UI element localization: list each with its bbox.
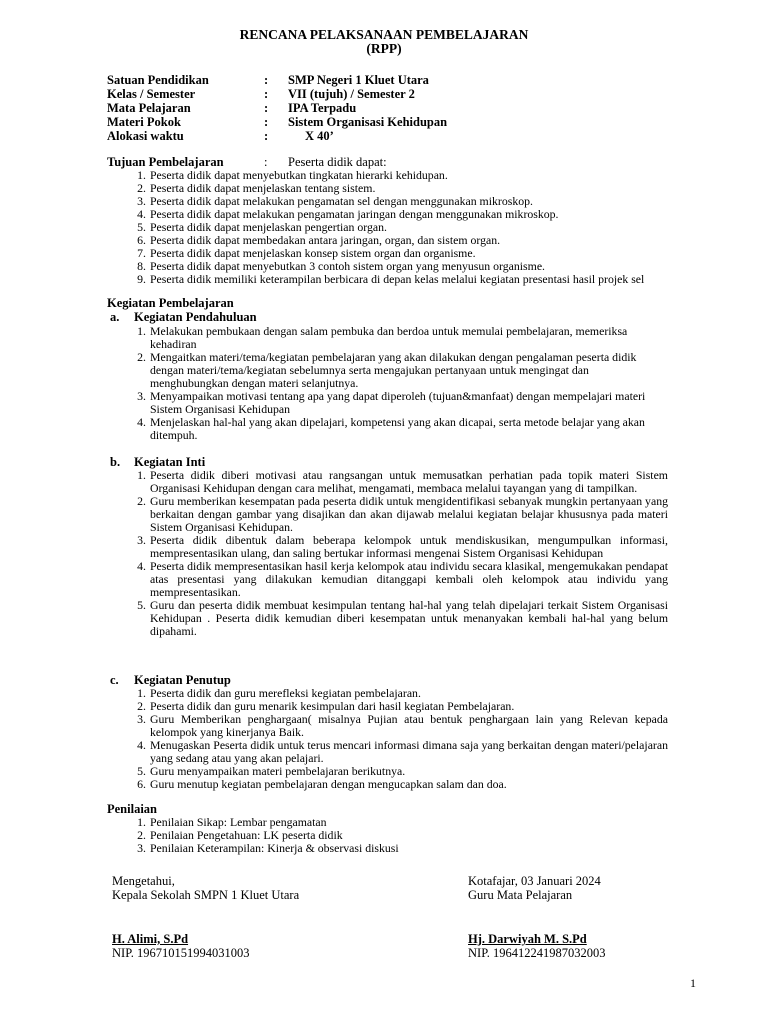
kegiatan-heading: Kegiatan Pembelajaran (107, 296, 234, 310)
list-item: 5. Guru menyampaikan materi pembelajaran berikutnya. (137, 764, 406, 778)
identity-label: Kelas / Semester (107, 87, 196, 101)
identity-value: SMP Negeri 1 Kluet Utara (288, 73, 429, 87)
identity-label: Mata Pelajaran (107, 101, 191, 115)
signature-left-line1: Mengetahui, (112, 874, 175, 888)
list-item: 7. Peserta didik dapat menjelaskan konsep sistem organ dan organisme. (137, 246, 476, 260)
penilaian-list (128, 816, 668, 855)
list-item: 1. Peserta didik diberi motivasi atau rangsangan untuk memusatkan perhatian pada topik materi Sistem Organisasi Kehidupan dengan cara melihat, mengamati, membaca melalui tayangan yang di tampilkan. (137, 468, 668, 495)
page-number: 1 (690, 976, 696, 990)
list-item: 5. Guru dan peserta didik membuat kesimpulan tentang hal-hal yang telah dipelajari terkait Sistem Organisasi Kehidupan . Peserta didik kemudian diberi kesempatan untuk menanyakan kembali hal-hal yang belum dipahami. (137, 598, 668, 638)
signature-right-nip: NIP. 196412241987032003 (468, 946, 606, 960)
signature-left (112, 874, 299, 902)
inti-heading: b. Kegiatan Inti (110, 455, 206, 469)
list-item: 2. Peserta didik dapat menjelaskan tentang sistem. (137, 181, 376, 195)
identity-colon: : (264, 129, 269, 143)
identity-value: IPA Terpadu (288, 101, 357, 115)
tujuan-label: Tujuan Pembelajaran (107, 155, 224, 169)
signature-right-name-block (468, 932, 606, 960)
list-item: 3. Menyampaikan motivasi tentang apa yang dapat diperoleh (tujuan&manfaat) dengan mempelajari materi Sistem Organisasi Kehidupan (137, 389, 646, 416)
identity-value: X 40’ (305, 129, 334, 143)
document-subtitle: (RPP) (366, 41, 402, 56)
tujuan-colon: : (264, 155, 268, 169)
inti-list (128, 469, 668, 638)
list-item: 4. Menjelaskan hal-hal yang akan dipelajari, kompetensi yang akan dicapai, serta metode belajar yang akan ditempuh. (137, 415, 645, 442)
identity-label: Materi Pokok (107, 115, 181, 129)
list-item: 6. Peserta didik dapat membedakan antara jaringan, organ, dan sistem organ. (137, 233, 501, 247)
list-item: 6. Guru menutup kegiatan pembelajaran dengan mengucapkan salam dan doa. (137, 777, 507, 791)
penutup-list (128, 687, 668, 791)
list-item: 2. Guru memberikan kesempatan pada peserta didik untuk mengidentifikasi sebanyak mungkin pertanyaan yang berkaitan dengan gambar yang disajikan dan akan dijawab melalui kegiatan belajar khususnya pada materi Sistem Organisasi Kehidupan. (137, 494, 668, 534)
list-item: 2. Penilaian Pengetahuan: LK peserta didik (137, 828, 343, 842)
identity-value: VII (tujuh) / Semester 2 (288, 87, 415, 101)
list-item: 1. Peserta didik dapat menyebutkan tingkatan hierarki kehidupan. (137, 168, 448, 182)
identity-label: Alokasi waktu (107, 129, 184, 143)
list-item: 3. Penilaian Keterampilan: Kinerja & observasi diskusi (137, 841, 399, 855)
identity-colon: : (264, 101, 269, 115)
list-item: 1. Penilaian Sikap: Lembar pengamatan (137, 815, 327, 829)
signature-left-name: H. Alimi, S.Pd (112, 932, 189, 946)
list-item: 5. Peserta didik dapat menjelaskan pengertian organ. (137, 220, 387, 234)
signature-right-line2: Guru Mata Pelajaran (468, 888, 573, 902)
identity-colon: : (264, 115, 269, 129)
signature-left-name-block (112, 932, 250, 960)
list-item: 4. Menugaskan Peserta didik untuk terus mencari informasi dimana saja yang berkaitan dengan materi/pelajaran yang sedang atau yang akan pelajari. (137, 738, 668, 765)
identity-label: Satuan Pendidikan (107, 73, 209, 87)
pendahuluan-list (128, 325, 668, 442)
list-item: 3. Guru Memberikan penghargaan( misalnya Pujian atau bentuk penghargaan lain yang Relevan kepada kelompok yang kinerjanya Baik. (137, 712, 668, 739)
list-item: 9. Peserta didik memiliki keterampilan berbicara di depan kelas melalui kegiatan presentasi hasil projek sel (137, 272, 645, 286)
pendahuluan-heading: a. Kegiatan Pendahuluan (110, 310, 257, 324)
list-item: 8. Peserta didik dapat menyebutkan 3 contoh sistem organ yang menyusun organisme. (137, 259, 546, 273)
identity-colon: : (264, 87, 269, 101)
list-item: 1. Peserta didik dan guru merefleksi kegiatan pembelajaran. (137, 686, 421, 700)
signature-right-line1: Kotafajar, 03 Januari 2024 (468, 874, 601, 888)
list-item: 3. Peserta didik dapat melakukan pengamatan sel dengan menggunakan mikroskop. (137, 194, 533, 208)
list-item: 1. Melakukan pembukaan dengan salam pembuka dan berdoa untuk memulai pembelajaran, memeriksa kehadiran (137, 324, 628, 351)
tujuan-intro: Peserta didik dapat: (288, 155, 387, 169)
identity-value: Sistem Organisasi Kehidupan (288, 115, 448, 129)
list-item: 4. Peserta didik dapat melakukan pengamatan jaringan dengan menggunakan mikroskop. (137, 207, 559, 221)
signature-left-nip: NIP. 196710151994031003 (112, 946, 250, 960)
list-item: 2. Peserta didik dan guru menarik kesimpulan dari hasil kegiatan Pembelajaran. (137, 699, 515, 713)
list-item: 4. Peserta didik mempresentasikan hasil kerja kelompok atau individu secara klasikal, mengemukakan pendapat atas presentasi yang dilakukan kemudian ditanggapi kembali oleh kelompok atau individu yang mempresentasikan. (137, 559, 668, 599)
signature-right (468, 874, 601, 902)
document-title: RENCANA PELAKSANAAN PEMBELAJARAN (239, 27, 529, 42)
signature-left-line2: Kepala Sekolah SMPN 1 Kluet Utara (112, 888, 300, 902)
penutup-heading: c. Kegiatan Penutup (110, 673, 231, 687)
identity-colon: : (264, 73, 269, 87)
signature-right-name: Hj. Darwiyah M. S.Pd (468, 932, 587, 946)
list-item: 2. Mengaitkan materi/tema/kegiatan pembelajaran yang akan dilakukan dengan pengalaman peserta didik dengan materi/tema/kegiatan sebelumnya serta mengajukan pertanyaan untuk mengingat dan menghubungkan dengan materi selanjutnya. (137, 350, 637, 390)
list-item: 3. Peserta didik dibentuk dalam beberapa kelompok untuk mendiskusikan, mengumpulkan informasi, mempresentasikan ulang, dan saling bertukar informasi mengenai Sistem Organisasi Kehidupan (137, 533, 668, 560)
tujuan-list (128, 169, 688, 286)
penilaian-heading: Penilaian (107, 802, 158, 816)
